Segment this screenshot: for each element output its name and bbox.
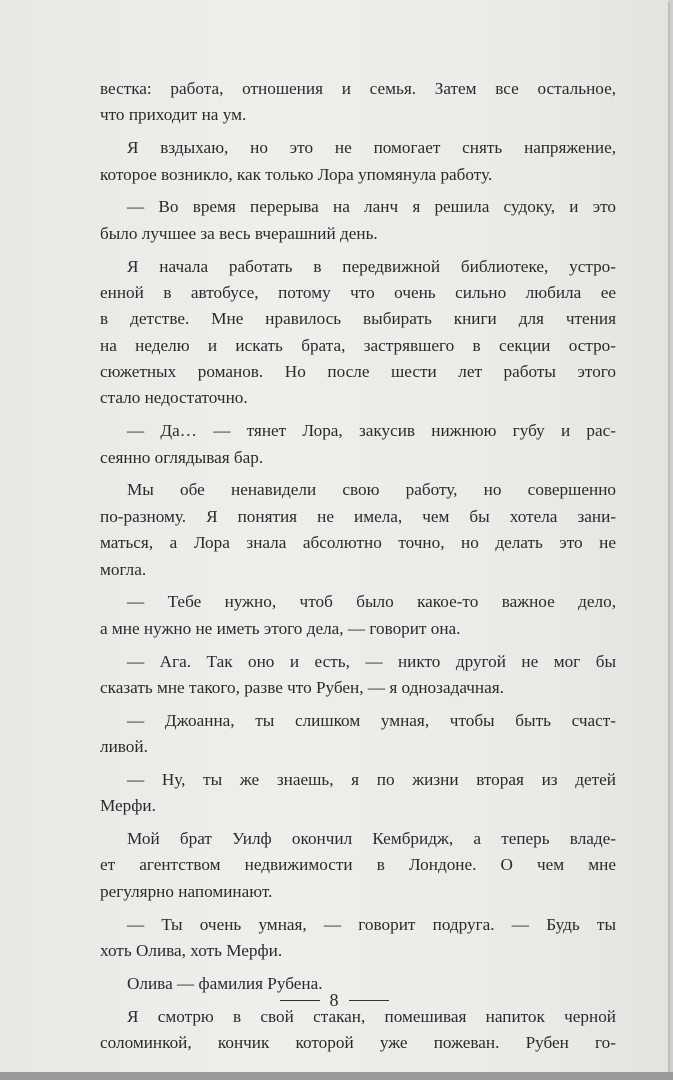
text-line: Мерфи. — [100, 796, 156, 816]
text-line: сеянно оглядывая бар. — [100, 447, 264, 467]
text-line: — Тебе нужно, чтоб было какое-то важное дело, — [127, 592, 616, 612]
text-line: Я начала работать в передвижной библиотеке, устро- — [127, 256, 616, 276]
page-bottom-edge — [0, 1072, 673, 1080]
text-line: могла. — [100, 559, 147, 579]
text-line: Я вздыхаю, но это не помогает снять напряжение, — [127, 138, 616, 158]
text-line: Я смотрю в свой стакан, помешивая напиток черной — [127, 1006, 616, 1026]
text-line: — Во время перерыва на ланч я решила судоку, и это — [127, 197, 616, 217]
text-line: соломинкой, кончик которой уже пожеван. Рубен го- — [100, 1032, 616, 1052]
page-number: 8 — [329, 990, 339, 1010]
text-line: сказать мне такого, разве что Рубен, — я однозадачная. — [100, 677, 504, 697]
text-line: — Ты очень умная, — говорит подруга. — Будь ты — [127, 914, 616, 934]
text-line: ливой. — [100, 737, 148, 757]
text-line: Мой брат Уилф окончил Кембридж, а теперь владе- — [127, 829, 616, 849]
text-line: — Ну, ты же знаешь, я по жизни вторая из детей — [127, 769, 616, 789]
text-line: сюжетных романов. Но после шести лет работы этого — [100, 362, 616, 382]
text-line: ет агентством недвижимости в Лондоне. О чем мне — [100, 855, 616, 875]
page-footer — [0, 990, 668, 1011]
text-line: в детстве. Мне нравилось выбирать книги для чтения — [100, 309, 616, 329]
text-line: регулярно напоминают. — [100, 881, 273, 901]
text-line: стало недостаточно. — [100, 388, 248, 408]
footer-rule-right — [349, 1000, 389, 1001]
text-line: хоть Олива, хоть Мерфи. — [100, 941, 283, 961]
text-line: а мне нужно не иметь этого дела, — говорит она. — [100, 618, 461, 638]
text-line: — Да… — тянет Лора, закусив нижнюю губу и рас- — [127, 421, 616, 441]
text-line: вестка: работа, отношения и семья. Затем все остальное, — [100, 79, 616, 98]
text-line: Олива — фамилия Рубена. — [127, 973, 323, 993]
text-line: Мы обе ненавидели свою работу, но совершенно — [127, 480, 616, 500]
text-line: на неделю и искать брата, застрявшего в секции остро- — [100, 335, 616, 355]
body-text — [100, 76, 616, 1056]
footer-rule-left — [280, 1000, 320, 1001]
text-line: было лучшее за весь вчерашний день. — [100, 223, 378, 243]
text-line: что приходит на ум. — [100, 105, 247, 125]
text-line: которое возникло, как только Лора упомянула работу. — [100, 164, 493, 184]
text-line: — Ага. Так оно и есть, — никто другой не мог бы — [127, 651, 616, 671]
text-line: маться, а Лора знала абсолютно точно, но делать это не — [100, 533, 616, 553]
text-line: — Джоанна, ты слишком умная, чтобы быть счаст- — [127, 710, 616, 730]
text-line: по-разному. Я понятия не имела, чем бы хотела зани- — [100, 506, 616, 526]
text-line: енной в автобусе, потому что очень сильно любила ее — [100, 282, 616, 302]
